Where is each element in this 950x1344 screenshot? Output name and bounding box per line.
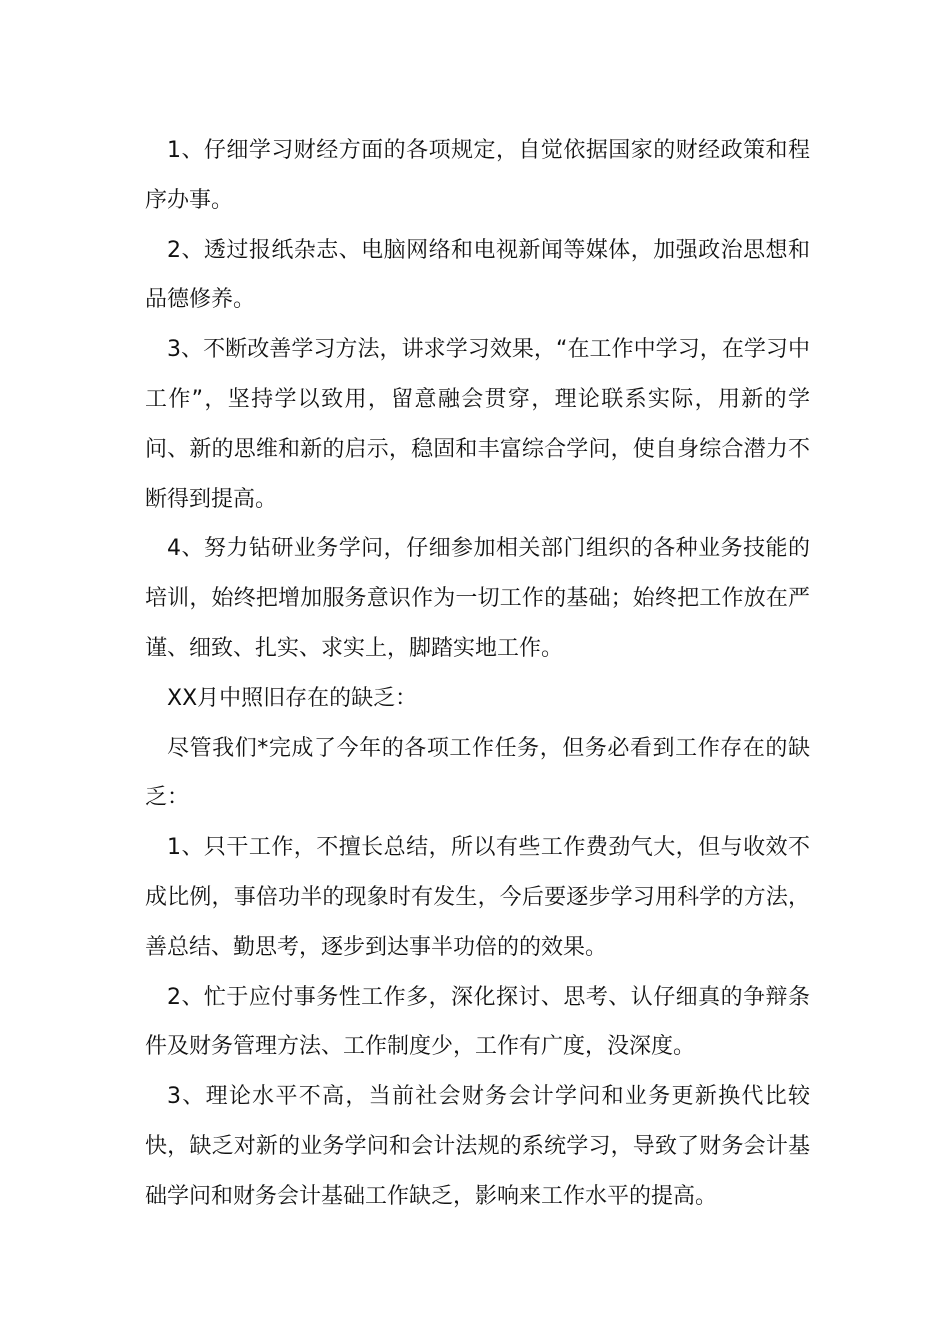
document-body [145,126,810,1222]
paragraph-shortcoming-depth: 2、忙于应付事务性工作多，深化探讨、思考、认仔细真的争辩条件及财务管理方法、工作制度少，工作有广度，没深度。 [145,984,810,1060]
paragraph-study-methods: 3、不断改善学习方法，讲求学习效果，“在工作中学习，在学习中工作”，坚持学以致用，留意融会贯穿，理论联系实际，用新的学问、新的思维和新的启示，稳固和丰富综合学问，使自身综合潜力不断得到提高。 [145,337,810,512]
section-heading-shortcomings: XX月中照旧存在的缺乏： [167,685,418,711]
paragraph-media-study: 2、透过报纸杂志、电脑网络和电视新闻等媒体，加强政治思想和品德修养。 [145,237,810,313]
paragraph-shortcomings-intro: 尽管我们*完成了今年的各项工作任务，但务必看到工作存在的缺乏： [145,735,810,811]
paragraph-shortcoming-summary: 1、只干工作，不擅长总结，所以有些工作费劲气大，但与收效不成比例，事倍功半的现象时有发生，今后要逐步学习用科学的方法，善总结、勤思考，逐步到达事半功倍的的效果。 [145,835,810,960]
paragraph-study-regulations: 1、仔细学习财经方面的各项规定，自觉依据国家的财经政策和程序办事。 [145,138,810,213]
paragraph-business-training: 4、努力钻研业务学问，仔细参加相关部门组织的各种业务技能的培训，始终把增加服务意识作为一切工作的基础；始终把工作放在严谨、细致、扎实、求实上，脚踏实地工作。 [145,536,810,661]
paragraph-shortcoming-theory: 3、理论水平不高，当前社会财务会计学问和业务更新换代比较快，缺乏对新的业务学问和会计法规的系统学习，导致了财务会计基础学问和财务会计基础工作缺乏，影响来工作水平的提高。 [145,1084,810,1209]
